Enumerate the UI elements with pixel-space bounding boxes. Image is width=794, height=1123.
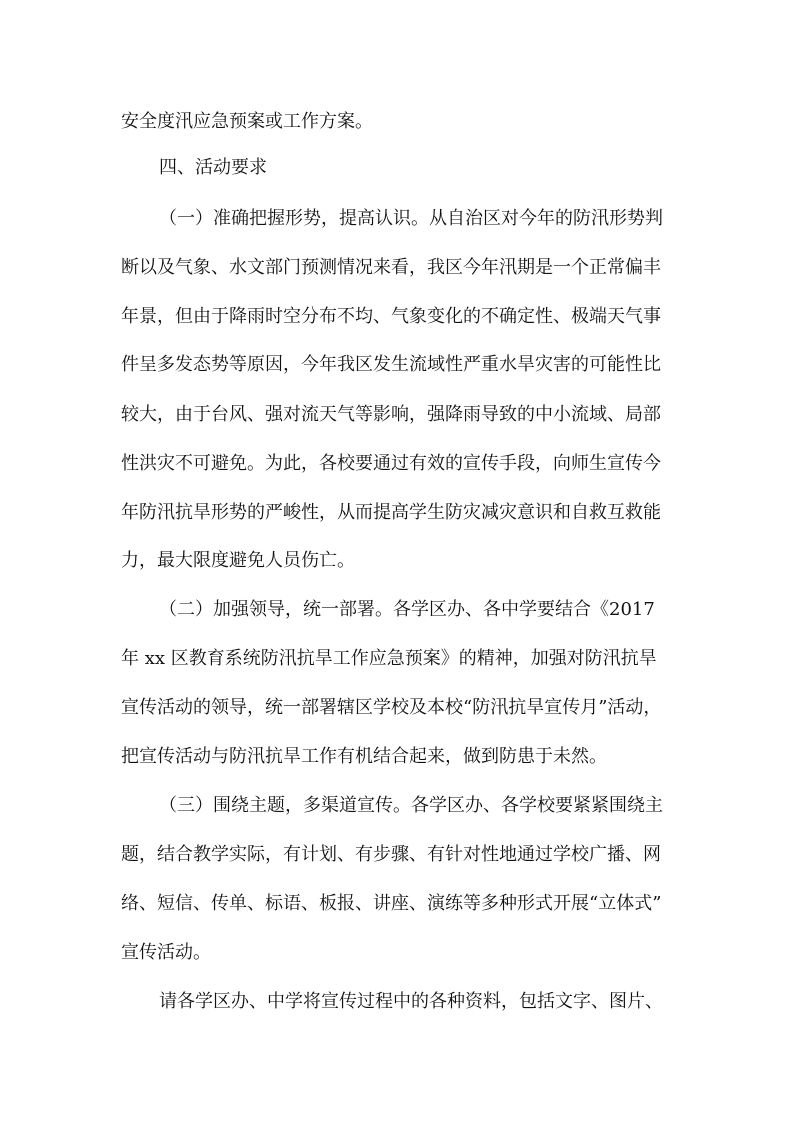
text-line: 宣传活动。 — [121, 942, 211, 963]
text-line: （二）加强领导，统一部署。各学区办、各中学要结合《2017 — [159, 599, 655, 620]
text-line: 宣传活动的领导，统一部署辖区学校及本校“防汛抗旱宣传月”活动， — [121, 697, 662, 718]
text-line: 断以及气象、水文部门预测情况来看，我区今年汛期是一个正常偏丰 — [121, 257, 661, 278]
text-line: 年 xx 区教育系统防汛抗旱工作应急预案》的精神，加强对防汛抗旱 — [121, 648, 657, 669]
text-line: 年景，但由于降雨时空分布不均、气象变化的不确定性、极端天气事 — [121, 306, 661, 327]
text-line: 力，最大限度避免人员伤亡。 — [121, 550, 355, 571]
text-line: 安全度汛应急预案或工作方案。 — [121, 111, 373, 132]
section-heading: 四、活动要求 — [159, 157, 267, 178]
text-line: 较大，由于台风、强对流天气等影响，强降雨导致的中小流域、局部 — [121, 404, 661, 425]
text-line: 请各学区办、中学将宣传过程中的各种资料，包括文字、图片、 — [159, 991, 663, 1012]
text-line: （一）准确把握形势，提高认识。从自治区对今年的防汛形势判 — [159, 208, 663, 229]
text-line: 年防汛抗旱形势的严峻性，从而提高学生防灾减灾意识和自救互救能 — [121, 502, 661, 523]
text-line: 络、短信、传单、标语、板报、讲座、演练等多种形式开展“立体式” — [121, 893, 662, 914]
text-line: 性洪灾不可避免。为此，各校要通过有效的宣传手段，向师生宣传今 — [121, 453, 661, 474]
text-line: （三）围绕主题，多渠道宣传。各学区办、各学校要紧紧围绕主 — [159, 795, 663, 816]
text-line: 件呈多发态势等原因，今年我区发生流域性严重水旱灾害的可能性比 — [121, 354, 661, 375]
text-line: 把宣传活动与防汛抗旱工作有机结合起来，做到防患于未然。 — [121, 746, 607, 767]
text-line: 题，结合教学实际，有计划、有步骤、有针对性地通过学校广播、网 — [121, 844, 661, 865]
